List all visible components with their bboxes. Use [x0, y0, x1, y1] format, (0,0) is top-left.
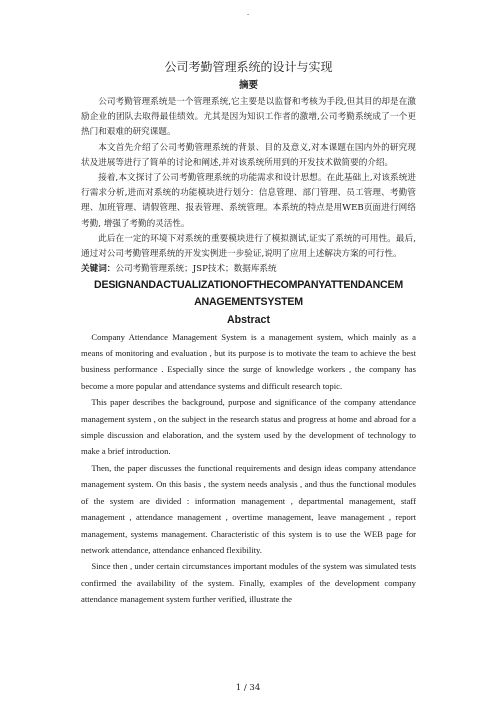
page-number: 1 / 34: [235, 683, 261, 693]
header-mark: .: [246, 8, 250, 17]
english-title-line-1: DESIGNANDACTUALIZATIONOFTHECOMPANYATTENDANCEM: [94, 279, 403, 292]
cn-abstract-heading: 摘要: [238, 80, 258, 91]
en-abstract-paragraph-4: Since then , under certain circumstances important modules of the system was simulated tests confirmed the availability of the system. Finally, examples of the development company attendance management system further verified, illustrate the: [81, 561, 416, 605]
cn-abstract-paragraph-2: 本文首先介绍了公司考勤管理系统的背景、目的及意义,对本课题在国内外的研究现状及进展等进行了简单的讨论和阐述,并对该系统所用到的开发技术做简要的介绍。: [81, 142, 416, 168]
paper-title: 公司考勤管理系统的设计与实现: [164, 60, 333, 74]
english-title-line-2: ANAGEMENTSYSTEM: [194, 296, 303, 309]
keywords-text: 公司考勤管理系统；JSP技术；数据库系统: [115, 264, 277, 275]
english-title: [81, 277, 416, 310]
cn-abstract-paragraph-1: 公司考勤管理系统是一个管理系统,它主要是以监督和考核为手段,但其目的却是在激励企业的团队去取得最佳绩效。尤其是因为知识工作者的激增,公司考勤系统成了一个更热门和艰难的研究课题。: [81, 97, 416, 138]
en-abstract-paragraph-3: Then, the paper discusses the functional requirements and design ideas company attendance management system. On this basis , the system needs analysis , and thus the functional modules of the system are divided : information management , departmental management, staff management , attendance management , overtime management, leave management , report management, systems management. Characteristic of this system is to use the WEB page for network attendance, attendance enhanced flexibility.: [81, 462, 416, 555]
cn-abstract-paragraph-4: 此后在一定的环境下对系统的重要模块进行了模拟测试,证实了系统的可用性。最后,通过对公司考勤管理系统的开发实例进一步验证,说明了应用上述解决方案的可行性。: [81, 233, 416, 260]
cn-abstract-paragraph-3: 接着,本文探讨了公司考勤管理系统的功能需求和设计思想。在此基础上,对该系统进行需求分析,进而对系统的功能模块进行划分：信息管理、部门管理、员工管理、考勤管理、加班管理、请假管理、报表管理、系统管理。本系统的特点是用WEB页面进行网络考勤, 增强了考勤的灵活性。: [81, 173, 416, 229]
en-abstract-heading: Abstract: [227, 313, 270, 326]
page-content: [81, 58, 416, 608]
keywords-line: [81, 262, 416, 277]
keywords-label: 关键词：: [81, 264, 116, 275]
en-abstract-paragraph-2: This paper describes the background, purpose and significance of the company attendance management system , on the subject in the research status and progress at home and abroad for a simple discussion and elaboration, and the system used by the development of technology to make a brief introduction.: [81, 397, 416, 457]
en-abstract-paragraph-1: Company Attendance Management System is a management system, which mainly as a means of monitoring and evaluation , but its purpose is to motivate the team to achieve the best business performance . Especially since the surge of knowledge workers , the company has become a more popular and attendance systems and difficult research topic.: [81, 331, 416, 391]
